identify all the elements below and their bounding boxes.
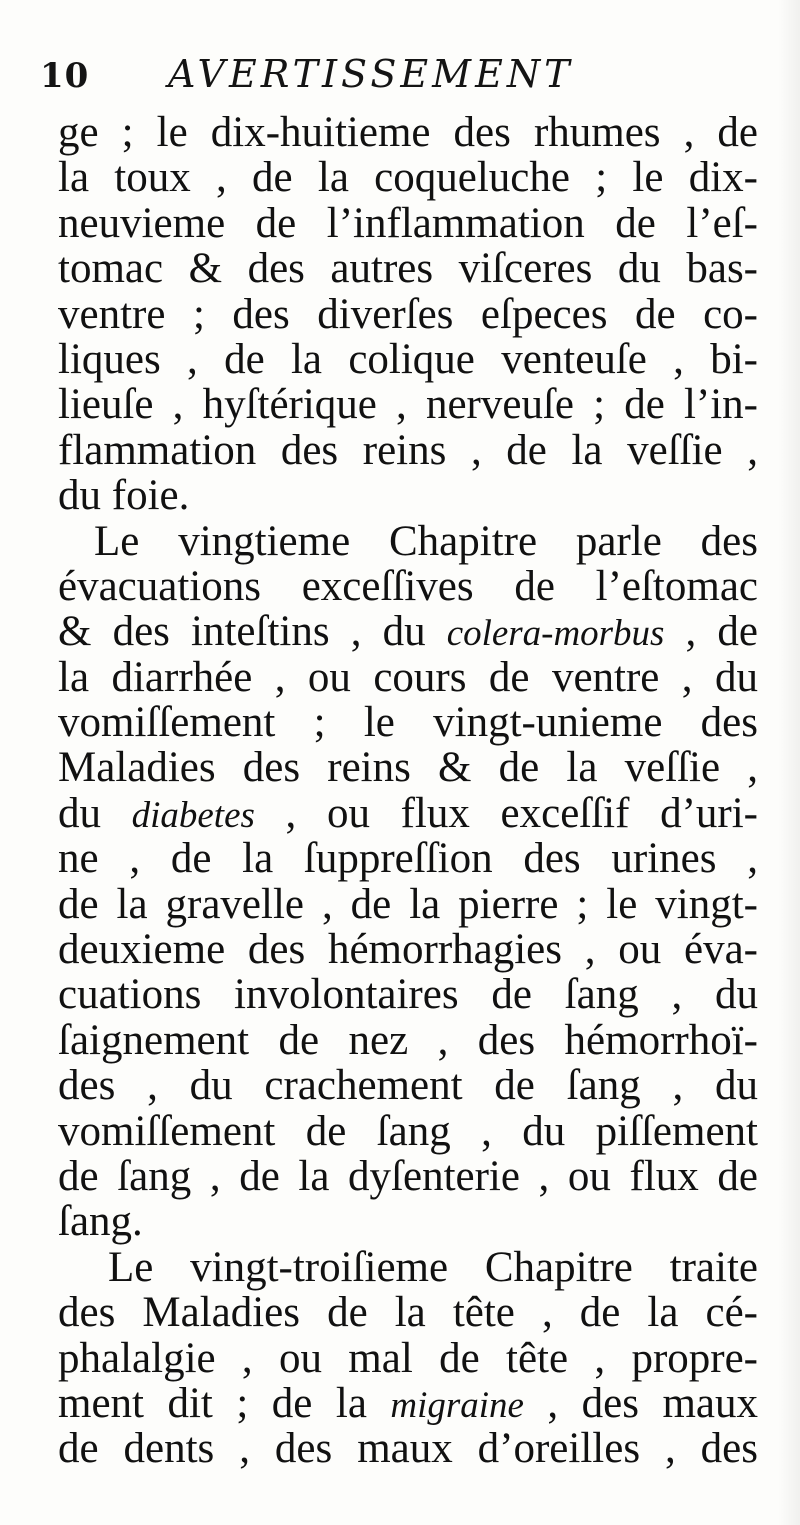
page-edge-shadow <box>778 0 800 1525</box>
text-line: de dents , des maux d’oreilles , des <box>58 1425 758 1473</box>
italic-term: diabetes <box>131 793 255 835</box>
text-line: tomac & des autres viſceres du bas- <box>58 245 758 293</box>
text-line: la toux , de la coqueluche ; le dix- <box>58 154 758 202</box>
running-head <box>40 50 780 98</box>
text-line: & des inteſtins , du colera-morbus , de <box>58 608 758 656</box>
paragraph-start-line: Le vingt-troiſieme Chapitre traite <box>108 1243 758 1291</box>
text-line: ſaignement de nez , des hémorrhoï- <box>58 1016 758 1064</box>
running-title: AVERTISSEMENT <box>168 52 574 96</box>
page-number: 10 <box>40 56 90 96</box>
text-line: la diarrhée , ou cours de ventre , du <box>58 653 758 701</box>
italic-term: migraine <box>390 1383 524 1425</box>
text-line: du diabetes , ou flux exceſſif d’uri- <box>58 789 759 837</box>
text-line: ge ; le dix-huitieme des rhumes , de <box>58 109 758 156</box>
body-text <box>58 110 758 1472</box>
text-line: Maladies des reins & de la veſſie , <box>58 744 758 792</box>
text-line: phalalgie , ou mal de tête , propre- <box>58 1334 758 1382</box>
text-line: vomiſſement de ſang , du piſſement <box>58 1107 758 1155</box>
text-line: lieuſe , hyſtérique , nerveuſe ; de l’in- <box>58 381 758 429</box>
text-line: neuvieme de l’inflammation de l’eſ- <box>58 199 758 247</box>
text-line: vomiſſement ; le vingt-unieme des <box>58 699 758 747</box>
paragraph-start-line: Le vingtieme Chapitre parle des <box>94 517 758 565</box>
text-line: évacuations exceſſives de l’eſtomac <box>58 562 758 610</box>
text-line: cuations involontaires de ſang , du <box>58 971 758 1019</box>
text-line: flammation des reins , de la veſſie , <box>58 426 758 474</box>
text-line: liques , de la colique venteuſe , bi- <box>58 335 758 383</box>
text-line: des , du crachement de ſang , du <box>58 1062 758 1110</box>
italic-term: colera-morbus <box>446 612 665 654</box>
text-line: des Maladies de la tête , de la cé- <box>58 1289 758 1337</box>
text-line: ment dit ; de la migraine , des maux <box>58 1379 759 1427</box>
text-line: de la gravelle , de la pierre ; le vingt- <box>58 880 758 928</box>
text-line: de ſang , de la dyſenterie , ou flux de <box>58 1152 758 1200</box>
text-line: ventre ; des diverſes eſpeces de co- <box>58 290 758 338</box>
text-line: ſang. <box>58 1198 143 1246</box>
text-line: du foie. <box>58 472 190 520</box>
text-line: deuxieme des hémorrhagies , ou éva- <box>58 926 758 974</box>
text-line: ne , de la ſuppreſſion des urines , <box>58 835 758 883</box>
